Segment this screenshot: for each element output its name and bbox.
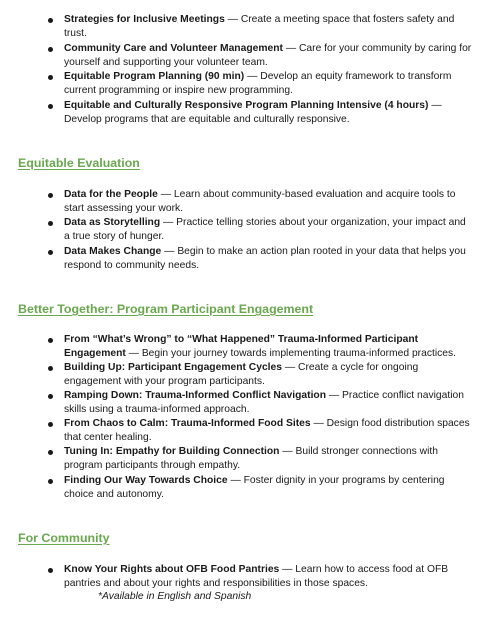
item-description: — Create a cycle for ongoing engagement with your program participants. [64,362,419,388]
item-title: Ramping Down: Trauma-Informed Conflict Navigation [64,390,327,401]
bullet-icon [48,366,53,371]
bullet-icon [48,18,53,23]
item-description: — Develop programs that are equitable and culturally responsive. [64,100,442,126]
list-item [64,474,474,503]
section-heading-equitable-evaluation: Equitable Evaluation [18,156,140,170]
bullet-icon [48,193,53,198]
bullet-icon [48,479,53,484]
item-title: Building Up: Participant Engagement Cycles [64,362,282,373]
bullet-icon [48,338,53,343]
item-title: Equitable and Culturally Responsive Program Planning Intensive (4 hours) [64,100,429,111]
bullet-icon [48,568,53,573]
bullet-icon [48,422,53,427]
bullet-icon [48,104,53,109]
section-heading-better-together: Better Together: Program Participant Engagement [18,302,314,316]
item-description: — Foster dignity in your programs by centering choice and autonomy. [64,475,445,501]
item-description: — Practice conflict navigation skills using a trauma-informed approach. [64,390,464,416]
bullet-icon [48,450,53,455]
item-title: Equitable Program Planning (90 min) [64,71,245,82]
item-description: — Practice telling stories about your organization, your impact and a true story of hunger. [64,217,466,243]
list-item [64,563,474,592]
list-item [64,188,474,217]
item-description: — Care for your community by caring for yourself and supporting your volunteer team. [64,43,472,69]
bullet-icon [48,47,53,52]
section-heading-for-community: For Community [18,531,110,545]
bullet-icon [48,394,53,399]
item-title: Tuning In: Empathy for Building Connection [64,446,280,457]
list-item [64,13,474,42]
item-description: — Develop an equity framework to transform current programming or inspire new programming. [64,71,452,97]
list-item [64,389,474,418]
bullet-icon [48,75,53,80]
item-title: Data Makes Change [64,246,162,257]
list-item [64,417,474,446]
list-item [64,42,474,71]
item-title: Strategies for Inclusive Meetings [64,14,225,25]
item-title: Data as Storytelling [64,217,161,228]
list-item [64,245,474,274]
language-availability-note: *Available in English and Spanish [98,591,252,602]
item-title: Community Care and Volunteer Management [64,43,283,54]
item-description: — Create a meeting space that fosters safety and trust. [64,14,455,40]
item-description: — Begin your journey towards implementing trauma-informed practices. [125,348,457,360]
list-item [64,70,474,99]
item-title: Know Your Rights about OFB Food Pantries [64,564,280,575]
item-description: — Learn how to access food at OFB pantries and about your rights and responsibilities in those spaces. [64,564,449,590]
list-item [64,361,474,390]
item-title: Finding Our Way Towards Choice [64,475,228,486]
item-title: Data for the People [64,189,158,200]
list-item [64,333,474,362]
list-item [64,216,474,245]
item-description: — Build stronger connections with program participants through empathy. [64,446,438,472]
list-item [64,99,474,128]
item-description: — Begin to make an action plan rooted in your data that helps you respond to community needs. [64,246,466,272]
item-description: — Design food distribution spaces that center healing. [64,418,470,444]
bullet-icon [48,221,53,226]
item-description: — Learn about community-based evaluation and acquire tools to start assessing your work. [64,189,456,215]
item-title: From Chaos to Calm: Trauma-Informed Food Sites [64,418,311,429]
list-item [64,445,474,474]
bullet-icon [48,250,53,255]
item-title: From “What’s Wrong” to “What Happened” Trauma-Informed Participant Engagement [64,334,419,360]
